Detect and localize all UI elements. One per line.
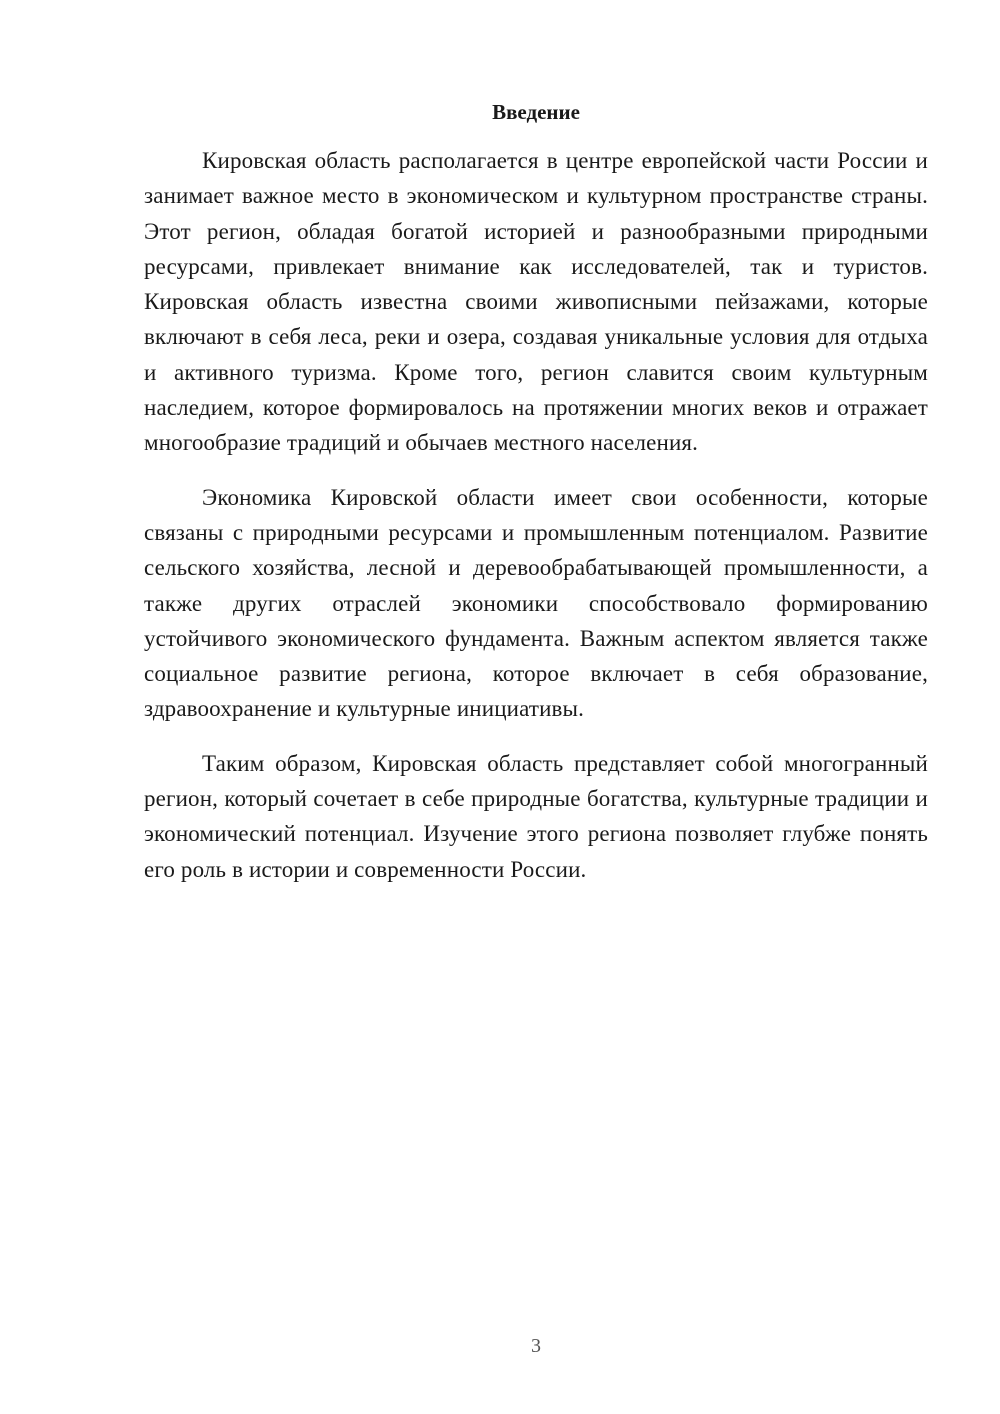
paragraph-3: Таким образом, Кировская область представляет собой многогранный регион, который сочетает в себе природные богатства, культурные традиции и экономический потенциал. Изучение этого региона позволяет глубже понять его роль в истории и современности России.: [144, 750, 928, 882]
body-text: [144, 143, 928, 906]
paragraph-2: Экономика Кировской области имеет свои особенности, которые связаны с природными ресурсами и промышленным потенциалом. Развитие сельского хозяйства, лесной и деревообрабатывающей промышленности, а также других отраслей экономики способствовало формированию устойчивого экономического фундамента. Важным аспектом является также социальное развитие региона, которое включает в себя образование, здравоохранение и культурные инициативы.: [144, 484, 928, 722]
paragraph-1: Кировская область располагается в центре европейской части России и занимает важное место в экономическом и культурном пространстве страны. Этот регион, обладая богатой историей и разнообразными природными ресурсами, привлекает внимание как исследователей, так и туристов. Кировская область известна своими живописными пейзажами, которые включают в себя леса, реки и озера, создавая уникальные условия для отдыха и активного туризма. Кроме того, регион славится своим культурным наследием, которое формировалось на протяжении многих веков и отражает многообразие традиций и обычаев местного населения.: [144, 148, 928, 456]
page-number: 3: [531, 1335, 541, 1357]
section-heading: Введение: [492, 100, 580, 124]
